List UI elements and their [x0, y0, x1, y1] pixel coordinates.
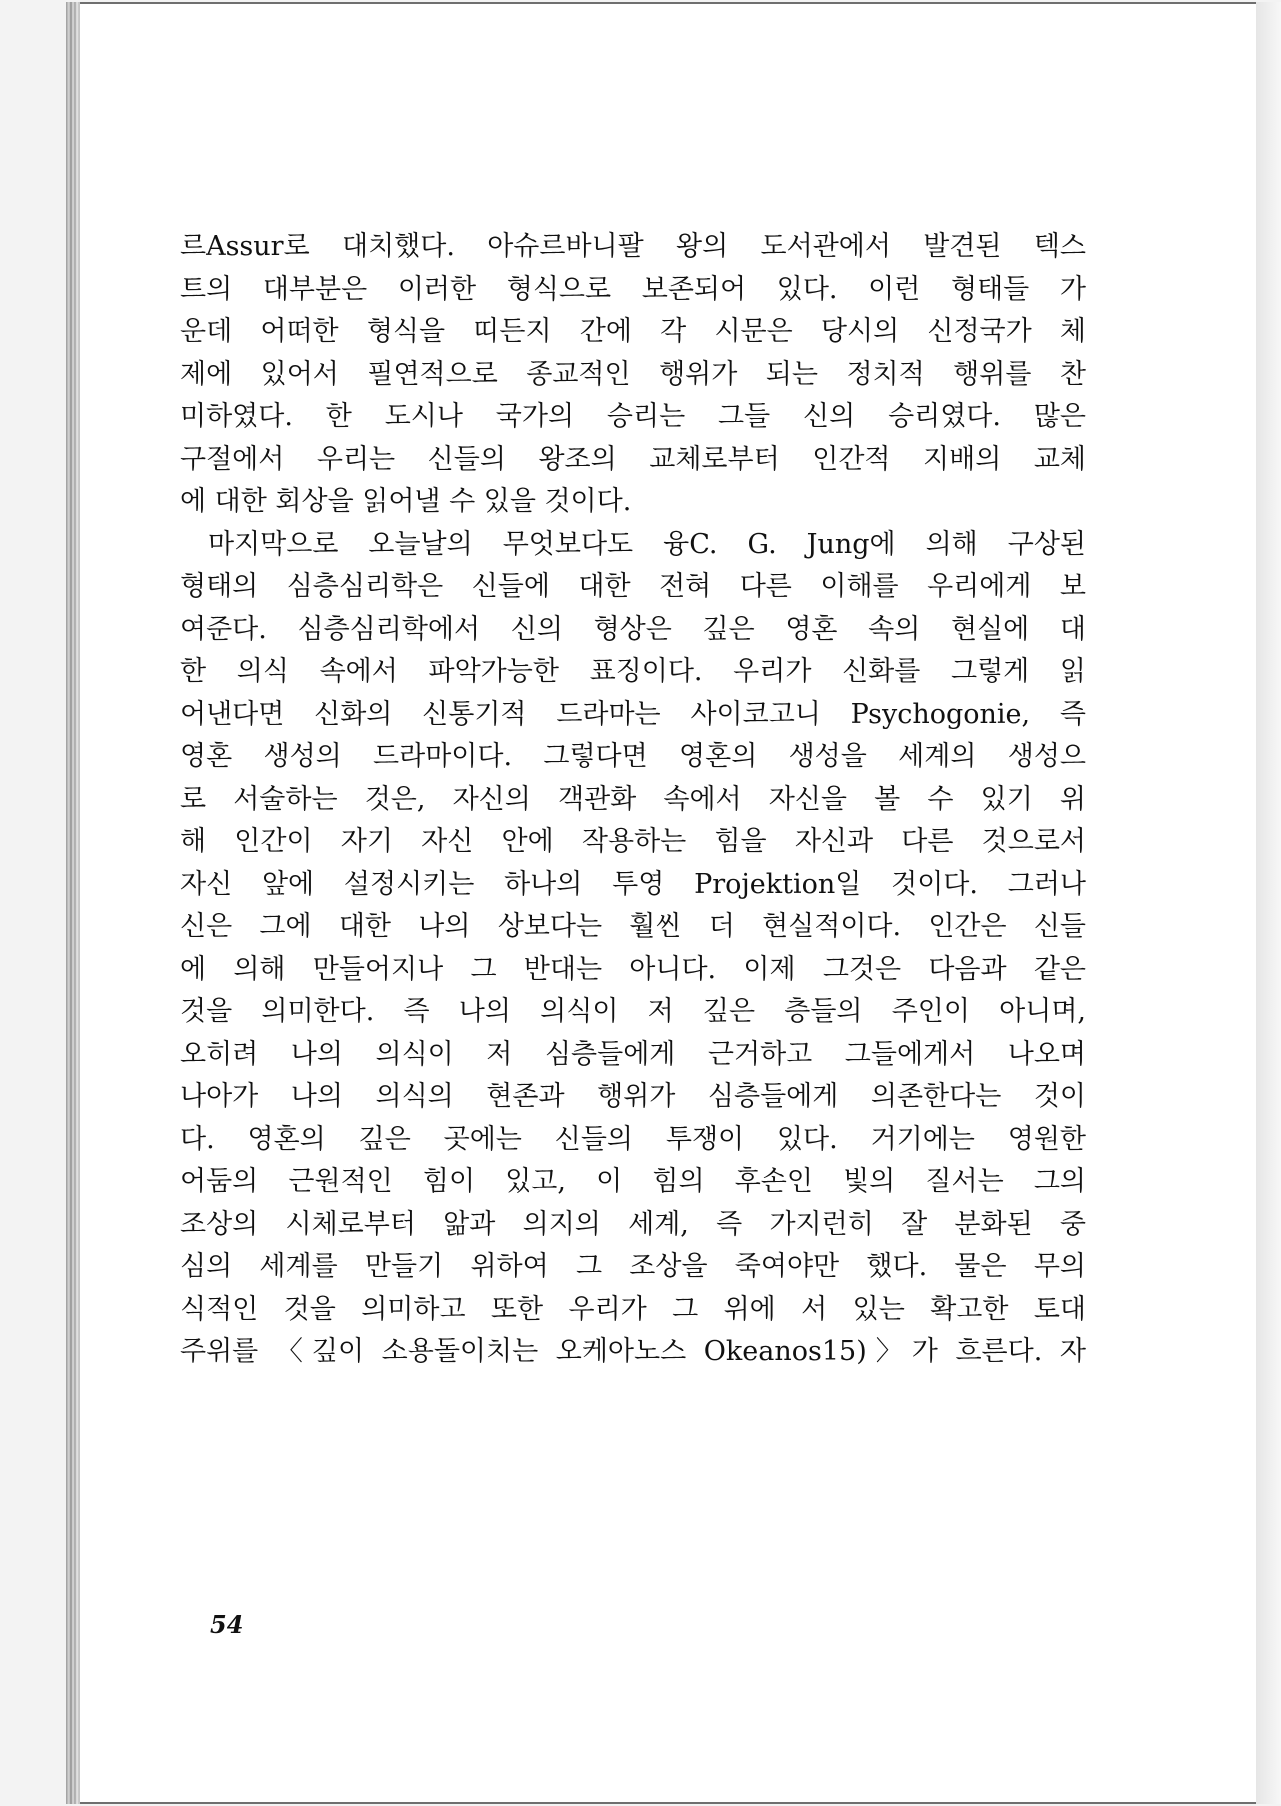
text-line: 어낸다면 신화의 신통기적 드라마는 사이코고니 Psychogonie, 즉 — [180, 698, 1086, 730]
text-line: 심의 세계를 만들기 위하여 그 조상을 죽여야만 했다. 물은 무의 — [180, 1251, 1086, 1282]
book-page — [80, 2, 1256, 1804]
text-line: 미하였다. 한 도시나 국가의 승리는 그들 신의 승리였다. 많은 — [180, 401, 1086, 432]
text-line: 마지막으로 오늘날의 무엇보다도 융C. G. Jung에 의해 구상된 — [208, 528, 1086, 560]
text-line: 르Assur로 대치했다. 아슈르바니팔 왕의 도서관에서 발견된 텍스 — [180, 231, 1086, 262]
text-line: 영혼 생성의 드라마이다. 그렇다면 영혼의 생성을 세계의 생성으 — [180, 741, 1086, 772]
text-line: 에 의해 만들어지나 그 반대는 아니다. 이제 그것은 다음과 같은 — [180, 953, 1086, 985]
page-right-shadow — [1256, 2, 1281, 1804]
text-line: 자신 앞에 설정시키는 하나의 투영 Projektion일 것이다. 그러나 — [180, 868, 1086, 900]
text-line: 제에 있어서 필연적으로 종교적인 행위가 되는 정치적 행위를 찬 — [180, 358, 1086, 390]
text-line: 한 의식 속에서 파악가능한 표징이다. 우리가 신화를 그렇게 읽 — [180, 656, 1086, 687]
body-text — [180, 226, 1086, 1374]
text-line: 주위를 〈깊이 소용돌이치는 오케아노스 Okeanos15)〉가 흐른다. 자 — [180, 1336, 1086, 1367]
text-line: 여준다. 심층심리학에서 신의 형상은 깊은 영혼 속의 현실에 대 — [180, 613, 1086, 645]
text-line: 것을 의미한다. 즉 나의 의식이 저 깊은 층들의 주인이 아니며, — [180, 996, 1086, 1027]
text-line: 형태의 심층심리학은 신들에 대한 전혀 다른 이해를 우리에게 보 — [180, 571, 1086, 602]
page-number: 54 — [210, 1610, 244, 1639]
text-line: 조상의 시체로부터 앎과 의지의 세계, 즉 가지런히 잘 분화된 중 — [180, 1208, 1086, 1240]
text-line: 오히려 나의 의식이 저 심층들에게 근거하고 그들에게서 나오며 — [180, 1038, 1086, 1070]
text-line: 해 인간이 자기 자신 안에 작용하는 힘을 자신과 다른 것으로서 — [180, 826, 1086, 857]
text-line: 나아가 나의 의식의 현존과 행위가 심층들에게 의존한다는 것이 — [180, 1081, 1086, 1112]
text-line: 다. 영혼의 깊은 곳에는 신들의 투쟁이 있다. 거기에는 영원한 — [180, 1123, 1086, 1155]
text-line: 트의 대부분은 이러한 형식으로 보존되어 있다. 이런 형태들 가 — [180, 273, 1086, 305]
text-line: 신은 그에 대한 나의 상보다는 훨씬 더 현실적이다. 인간은 신들 — [180, 911, 1086, 942]
text-line: 에 대한 회상을 읽어낼 수 있을 것이다. — [180, 486, 632, 517]
text-line: 로 서술하는 것은, 자신의 객관화 속에서 자신을 볼 수 있기 위 — [180, 783, 1086, 815]
text-line: 식적인 것을 의미하고 또한 우리가 그 위에 서 있는 확고한 토대 — [180, 1293, 1086, 1325]
text-line: 운데 어떠한 형식을 띠든지 간에 각 시문은 당시의 신정국가 체 — [180, 316, 1086, 347]
text-line: 구절에서 우리는 신들의 왕조의 교체로부터 인간적 지배의 교체 — [180, 443, 1086, 475]
text-line: 어둠의 근원적인 힘이 있고, 이 힘의 후손인 빛의 질서는 그의 — [180, 1166, 1086, 1197]
